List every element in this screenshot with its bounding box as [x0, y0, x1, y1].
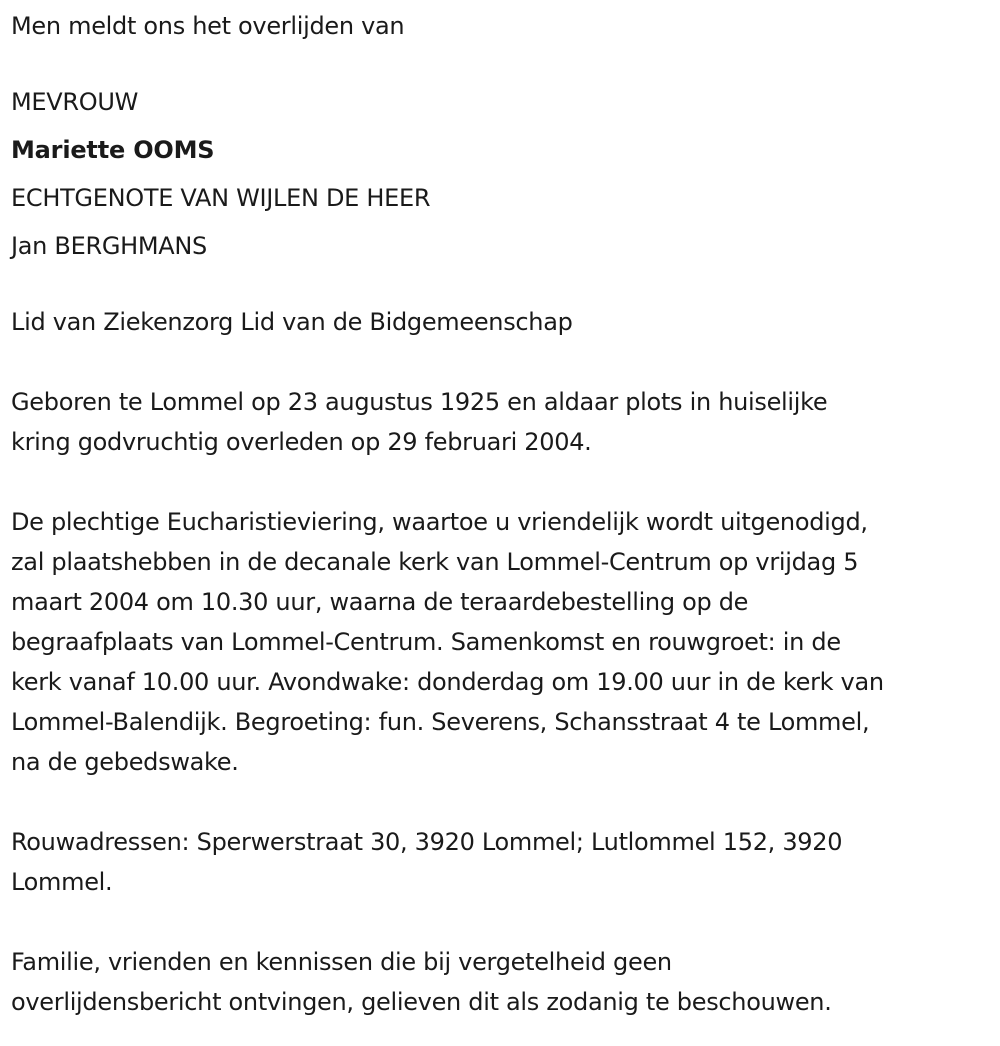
address-paragraph	[11, 822, 995, 902]
closing-paragraph	[11, 942, 995, 1022]
memberships-line: Lid van Ziekenzorg Lid van de Bidgemeenschap	[11, 308, 573, 336]
obituary-document	[11, 6, 995, 1022]
spacer	[11, 342, 995, 382]
ceremony-line: na de gebedswake.	[11, 748, 239, 776]
ceremony-line: De plechtige Eucharistieviering, waartoe u vriendelijk wordt uitgenodigd,	[11, 508, 868, 536]
birth-line: kring godvruchtig overleden op 29 februari 2004.	[11, 428, 592, 456]
ceremony-line: begraafplaats van Lommel-Centrum. Samenkomst en rouwgroet: in de	[11, 628, 841, 656]
deceased-block	[11, 78, 995, 270]
ceremony-line: Lommel-Balendijk. Begroeting: fun. Severens, Schansstraat 4 te Lommel,	[11, 708, 870, 736]
spacer	[11, 902, 995, 942]
deceased-name: Mariette OOMS	[11, 136, 215, 164]
spacer	[11, 270, 995, 302]
spouse-label: ECHTGENOTE VAN WIJLEN DE HEER	[11, 184, 431, 212]
ceremony-line: zal plaatshebben in de decanale kerk van Lommel-Centrum op vrijdag 5	[11, 548, 859, 576]
address-line: Lommel.	[11, 868, 113, 896]
closing-line: overlijdensbericht ontvingen, gelieven dit als zodanig te beschouwen.	[11, 988, 832, 1016]
birth-paragraph	[11, 382, 995, 462]
ceremony-line: maart 2004 om 10.30 uur, waarna de teraardebestelling op de	[11, 588, 749, 616]
intro-line: Men meldt ons het overlijden van	[11, 12, 405, 40]
ceremony-paragraph	[11, 502, 995, 782]
spacer	[11, 782, 995, 822]
ceremony-line: kerk vanaf 10.00 uur. Avondwake: donderdag om 19.00 uur in de kerk van	[11, 668, 884, 696]
address-line: Rouwadressen: Sperwerstraat 30, 3920 Lommel; Lutlommel 152, 3920	[11, 828, 843, 856]
spacer	[11, 46, 995, 78]
spacer	[11, 462, 995, 502]
spouse-name: Jan BERGHMANS	[11, 232, 207, 260]
closing-line: Familie, vrienden en kennissen die bij vergetelheid geen	[11, 948, 672, 976]
birth-line: Geboren te Lommel op 23 augustus 1925 en aldaar plots in huiselijke	[11, 388, 828, 416]
title-prefix: MEVROUW	[11, 88, 139, 116]
